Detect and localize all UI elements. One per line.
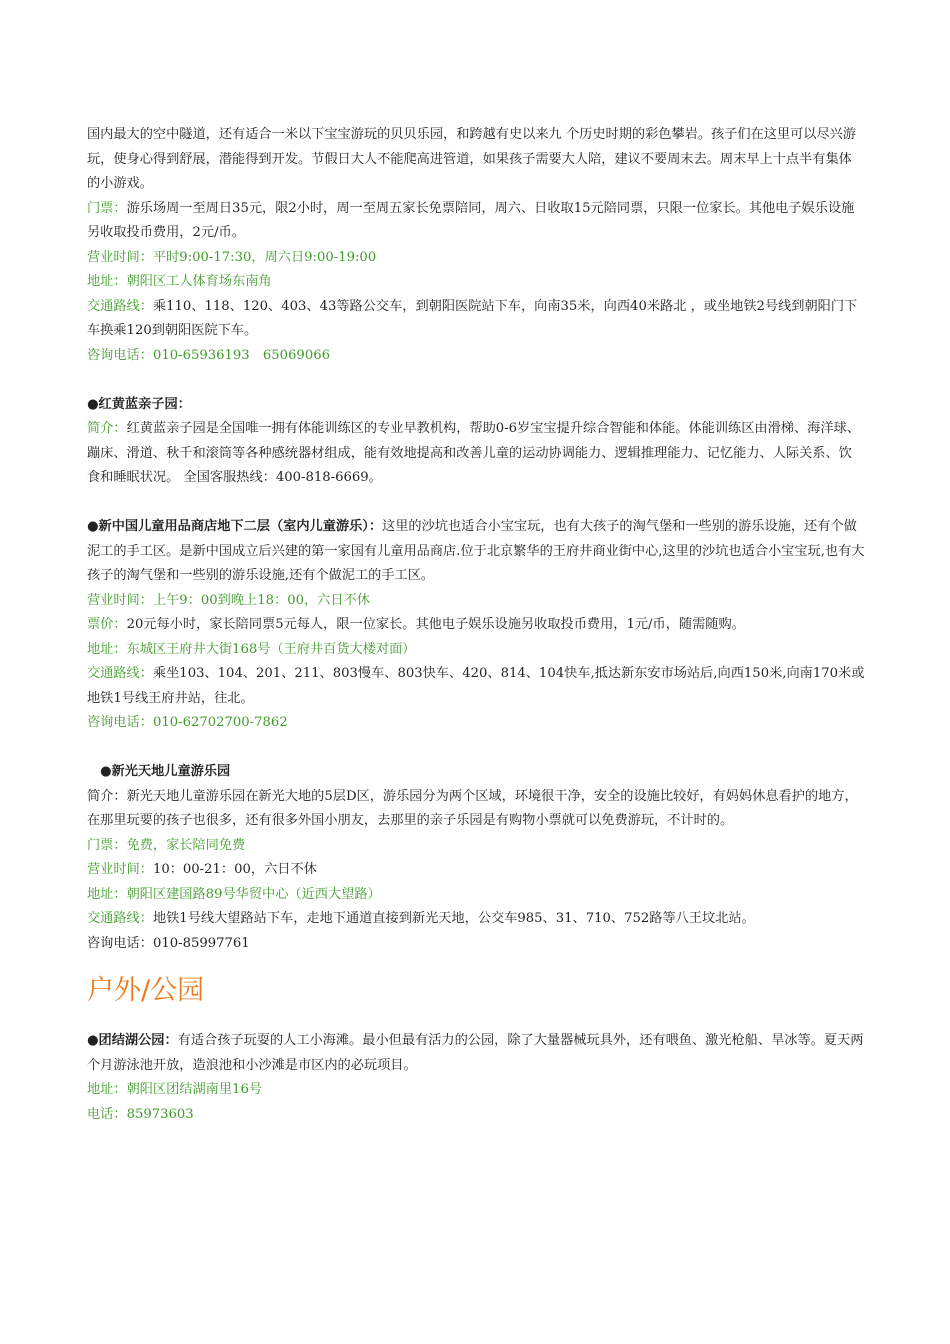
- xgtd-title: ●新光天地儿童游乐园: [100, 764, 231, 779]
- phone-value: 010-65936193 65069066: [152, 347, 330, 363]
- transport-value: 乘坐103、104、201、211、803慢车、803快车、420、814、104快车,抵达新东安市场站后,向西150米,向南170米或地铁1号线王府井站，往北。: [87, 666, 865, 706]
- phone-value: 010-62702700-7862: [152, 715, 288, 730]
- address-value: 朝阳区建国路89号华贸中心（近西大望路）: [126, 886, 381, 902]
- intro-value: 红黄蓝亲子园是全国唯一拥有体能训练区的专业早教机构，帮助0-6岁宝宝提升综合智能和体能。体能训练区由滑梯、海洋球、蹦床、滑道、秋千和滚筒等各种感统器材组成，能有效地提高和改善儿童的运动协调能力、逻辑推理能力、记忆能力、人际关系、饮食和睡眠状况。 全国客服热线：400-818-6669。: [87, 421, 860, 485]
- hours-value: 10：00-21：00，六日不休: [152, 862, 317, 877]
- outdoor-intro-line: [87, 1029, 865, 1078]
- ticket-label: 门票：: [87, 200, 127, 216]
- xgtd-hours-line: [87, 858, 865, 883]
- ticket-label: 票价：: [87, 617, 127, 632]
- phone-label: 咨询电话：: [87, 347, 153, 363]
- address-value: 朝阳区工人体育场东南角: [126, 274, 272, 289]
- transport-label: 交通路线：: [87, 298, 153, 314]
- park-intro-value: 有适合孩子玩耍的人工小海滩。最小但最有活力的公园，除了大量器械玩具外，还有喂鱼、激光枪船、旱冰等。夏天两个月游泳池开放，造浪池和小沙滩是市区内的必玩项目。: [87, 1033, 864, 1073]
- intro-hours-line: [87, 246, 865, 271]
- hours-value: 上午9：00到晚上18：00，六日不休: [152, 592, 370, 608]
- hours-value: 平时9:00-17:30，周六日9:00-19:00: [152, 249, 377, 265]
- transport-label: 交通路线：: [87, 666, 153, 681]
- xzg-address-line: [87, 638, 865, 663]
- xgtd-intro-line: [87, 785, 865, 834]
- intro-label: 简介：: [87, 421, 127, 436]
- address-label: 地址：: [87, 886, 127, 902]
- intro-address-line: [87, 270, 865, 295]
- xzg-transport-line: [87, 662, 865, 711]
- xzg-intro-value: 这里的沙坑也适合小宝宝玩，也有大孩子的淘气堡和一些别的游乐设施，还有个做泥工的手工区。是新中国成立后兴建的第一家国有儿童用品商店.位于北京繁华的王府井商业街中心,这里的沙坑也适合小宝宝玩,也有大孩子的淘气堡和一些别的游乐设施,还有个做泥工的手工区。: [87, 519, 865, 583]
- xzg-hours-line: [87, 589, 865, 614]
- intro-ticket-line: [87, 197, 865, 246]
- xgtd-transport-line: [87, 907, 865, 932]
- ticket-value: 免费，家长陪同免费: [126, 837, 246, 853]
- intro-value: 新光天地儿童游乐园在新光大地的5层D区，游乐园分为两个区域，环境很干净，安全的设施比较好，有妈妈休息看护的地方，在那里玩要的孩子也很多，还有很多外国小朋友，去那里的亲子乐园是有购物小票就可以免费游玩，不计时的。: [87, 788, 858, 828]
- xzg-phone-line: [87, 711, 865, 736]
- park-title: ●团结湖公园：: [87, 1033, 178, 1048]
- hours-label: 营业时间：: [87, 249, 153, 265]
- address-label: 地址：: [87, 641, 127, 657]
- ticket-value: 20元每小时，家长陪同票5元每人，限一位家长。其他电子娱乐设施另收取投币费用，1元/币，随需随购。: [126, 617, 745, 632]
- phone-label: 电话：: [87, 1106, 127, 1122]
- intro-paragraph: 国内最大的空中隧道，还有适合一米以下宝宝游玩的贝贝乐园，和跨越有史以来九 个历史时期的彩色攀岩。孩子们在这里可以尽兴游玩，使身心得到舒展，潜能得到开发。节假日大人不能爬高进管道，如果孩子需要大人陪，建议不要周末去。周末早上十点半有集体的小游戏。: [87, 127, 857, 191]
- transport-value: 地铁1号线大望路站下车，走地下通道直接到新光天地，公交车985、31、710、752路等八王坟北站。: [152, 911, 755, 926]
- intro-phone-line: [87, 344, 865, 369]
- phone-label: 咨询电话：: [87, 715, 153, 730]
- address-value: 东城区王府井大街168号（王府井百货大楼对面）: [126, 641, 416, 657]
- phone-value: 010-85997761: [152, 935, 250, 951]
- ticket-value: 游乐场周一至周日35元，限2小时，周一至周五家长免票陪同，周六、日收取15元陪同票，只限一位家长。其他电子娱乐设施另收取投币费用，2元/币。: [87, 200, 855, 240]
- xgtd-ticket-line: [87, 834, 865, 859]
- outdoor-phone-line: [87, 1103, 865, 1128]
- hours-label: 营业时间：: [87, 862, 153, 877]
- document-content: [87, 123, 865, 1127]
- section-heading-outdoor: 户外/公园: [87, 975, 205, 1006]
- xzg-title: ●新中国儿童用品商店地下二层（室内儿童游乐）：: [87, 519, 383, 534]
- address-label: 地址：: [87, 1082, 127, 1097]
- phone-label: 咨询电话：: [87, 935, 153, 951]
- intro-transport-line: [87, 295, 865, 344]
- xgtd-phone-line: [87, 932, 865, 957]
- ticket-label: 门票：: [87, 837, 127, 853]
- phone-value: 85973603: [126, 1106, 194, 1122]
- outdoor-address-line: [87, 1078, 865, 1103]
- intro-label: 简介：: [87, 788, 127, 804]
- xzg-intro-line: [87, 515, 865, 589]
- transport-label: 交通路线：: [87, 911, 153, 926]
- xzg-ticket-line: [87, 613, 865, 638]
- hhl-intro-line: [87, 417, 865, 491]
- address-value: 朝阳区团结湖南里16号: [126, 1082, 263, 1097]
- address-label: 地址：: [87, 274, 127, 289]
- hours-label: 营业时间：: [87, 592, 153, 608]
- xgtd-address-line: [87, 883, 865, 908]
- transport-value: 乘110、118、120、403、43等路公交车，到朝阳医院站下车，向南35米，向西40米路北 ，或坐地铁2号线到朝阳门下车换乘120到朝阳医院下车。: [87, 298, 858, 338]
- hhl-title: ●红黄蓝亲子园：: [87, 396, 191, 412]
